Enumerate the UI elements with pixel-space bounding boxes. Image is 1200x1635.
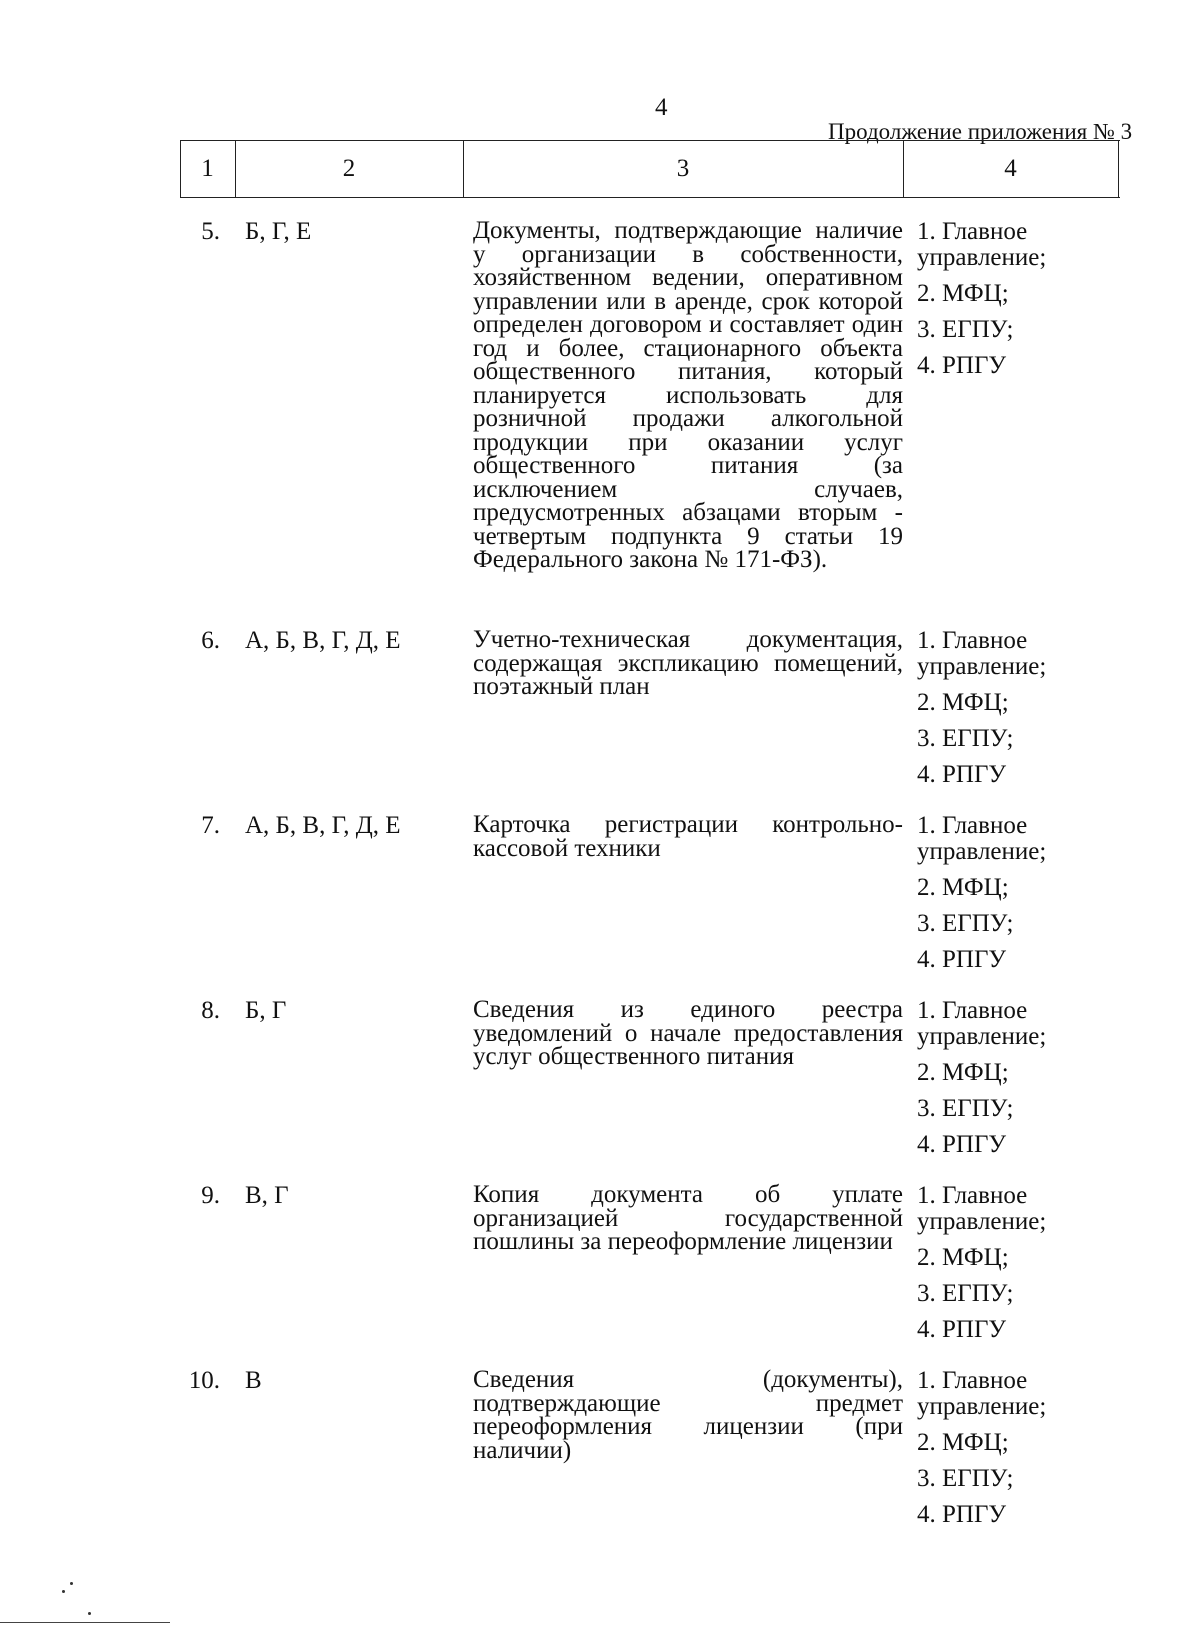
row-sources [917, 628, 1137, 788]
source-item: 3. ЕГПУ; [917, 316, 1014, 343]
row-sources [917, 1368, 1137, 1528]
source-item: 2. МФЦ; [917, 1059, 1009, 1086]
header-col-3: 3 [676, 155, 690, 182]
source-item: 3. ЕГПУ; [917, 1465, 1014, 1492]
row-codes: Б, Г [245, 997, 287, 1024]
row-codes: А, Б, В, Г, Д, Е [245, 627, 401, 654]
continuation-caption: Продолжение приложения № 3 [828, 119, 1133, 144]
scan-speck [62, 1590, 65, 1593]
source-item: 1. Главное управление; [917, 218, 1047, 271]
source-item: 3. ЕГПУ; [917, 1095, 1014, 1122]
source-item: 4. РПГУ [917, 352, 1007, 379]
source-item: 4. РПГУ [917, 946, 1007, 973]
row-sources [917, 998, 1137, 1158]
row-sources [917, 219, 1137, 379]
row-sources [917, 813, 1137, 973]
row-description: Сведения (документы), подтверждающие предмет переоформления лицензии (при наличии) [473, 1366, 903, 1464]
row-description: Сведения из единого реестра уведомлений о начале предоставления услуг общественного питания [473, 996, 903, 1070]
source-item: 1. Главное управление; [917, 627, 1047, 680]
header-col-1: 1 [201, 155, 214, 182]
scan-speck [88, 1612, 91, 1615]
row-description: Документы, подтверждающие наличие у организации в собственности, хозяйственном ведении, оперативном управлении или в аренде, срок которой определен договором и составляет один год и более, стационарного объекта общественного питания, который планируется использовать для розничной продажи алкогольной продукции при оказании услуг общественного питания (за исключением случаев, предусмотренных абзацами вторым - четвертым подпункта 9 статьи 19 Федерального закона № 171-ФЗ). [473, 217, 903, 573]
source-item: 1. Главное управление; [917, 997, 1047, 1050]
source-item: 4. РПГУ [917, 761, 1007, 788]
header-col-2: 2 [342, 155, 356, 182]
row-description: Копия документа об уплате организацией государственной пошлины за переоформление лицензии [473, 1181, 903, 1255]
row-codes: А, Б, В, Г, Д, Е [245, 812, 401, 839]
row-number: 7. [201, 812, 220, 839]
source-item: 1. Главное управление; [917, 1182, 1047, 1235]
row-description: Учетно-техническая документация, содержащая экспликацию помещений, поэтажный план [473, 626, 903, 700]
table-header [180, 140, 1120, 198]
row-number: 10. [188, 1367, 220, 1394]
row-number: 8. [201, 997, 220, 1024]
source-item: 2. МФЦ; [917, 280, 1009, 307]
row-number: 9. [201, 1182, 220, 1209]
row-number: 6. [201, 627, 220, 654]
source-item: 4. РПГУ [917, 1131, 1007, 1158]
row-codes: Б, Г, Е [245, 218, 312, 245]
header-divider [1118, 141, 1119, 197]
source-item: 1. Главное управление; [917, 1367, 1047, 1420]
scan-speck [70, 1582, 73, 1585]
page-number: 4 [655, 94, 668, 121]
source-item: 2. МФЦ; [917, 874, 1009, 901]
row-codes: В [245, 1367, 262, 1394]
source-item: 3. ЕГПУ; [917, 725, 1014, 752]
row-codes: В, Г [245, 1182, 289, 1209]
source-item: 3. ЕГПУ; [917, 1280, 1014, 1307]
row-number: 5. [201, 218, 220, 245]
header-col-4: 4 [1004, 155, 1017, 182]
source-item: 4. РПГУ [917, 1316, 1007, 1343]
row-description: Карточка регистрации контрольно-кассовой техники [473, 811, 903, 862]
source-item: 3. ЕГПУ; [917, 910, 1014, 937]
source-item: 1. Главное управление; [917, 812, 1047, 865]
source-item: 2. МФЦ; [917, 1429, 1009, 1456]
row-sources [917, 1183, 1137, 1343]
scan-edge-line [0, 1622, 170, 1623]
source-item: 2. МФЦ; [917, 1244, 1009, 1271]
source-item: 2. МФЦ; [917, 689, 1009, 716]
source-item: 4. РПГУ [917, 1501, 1007, 1528]
